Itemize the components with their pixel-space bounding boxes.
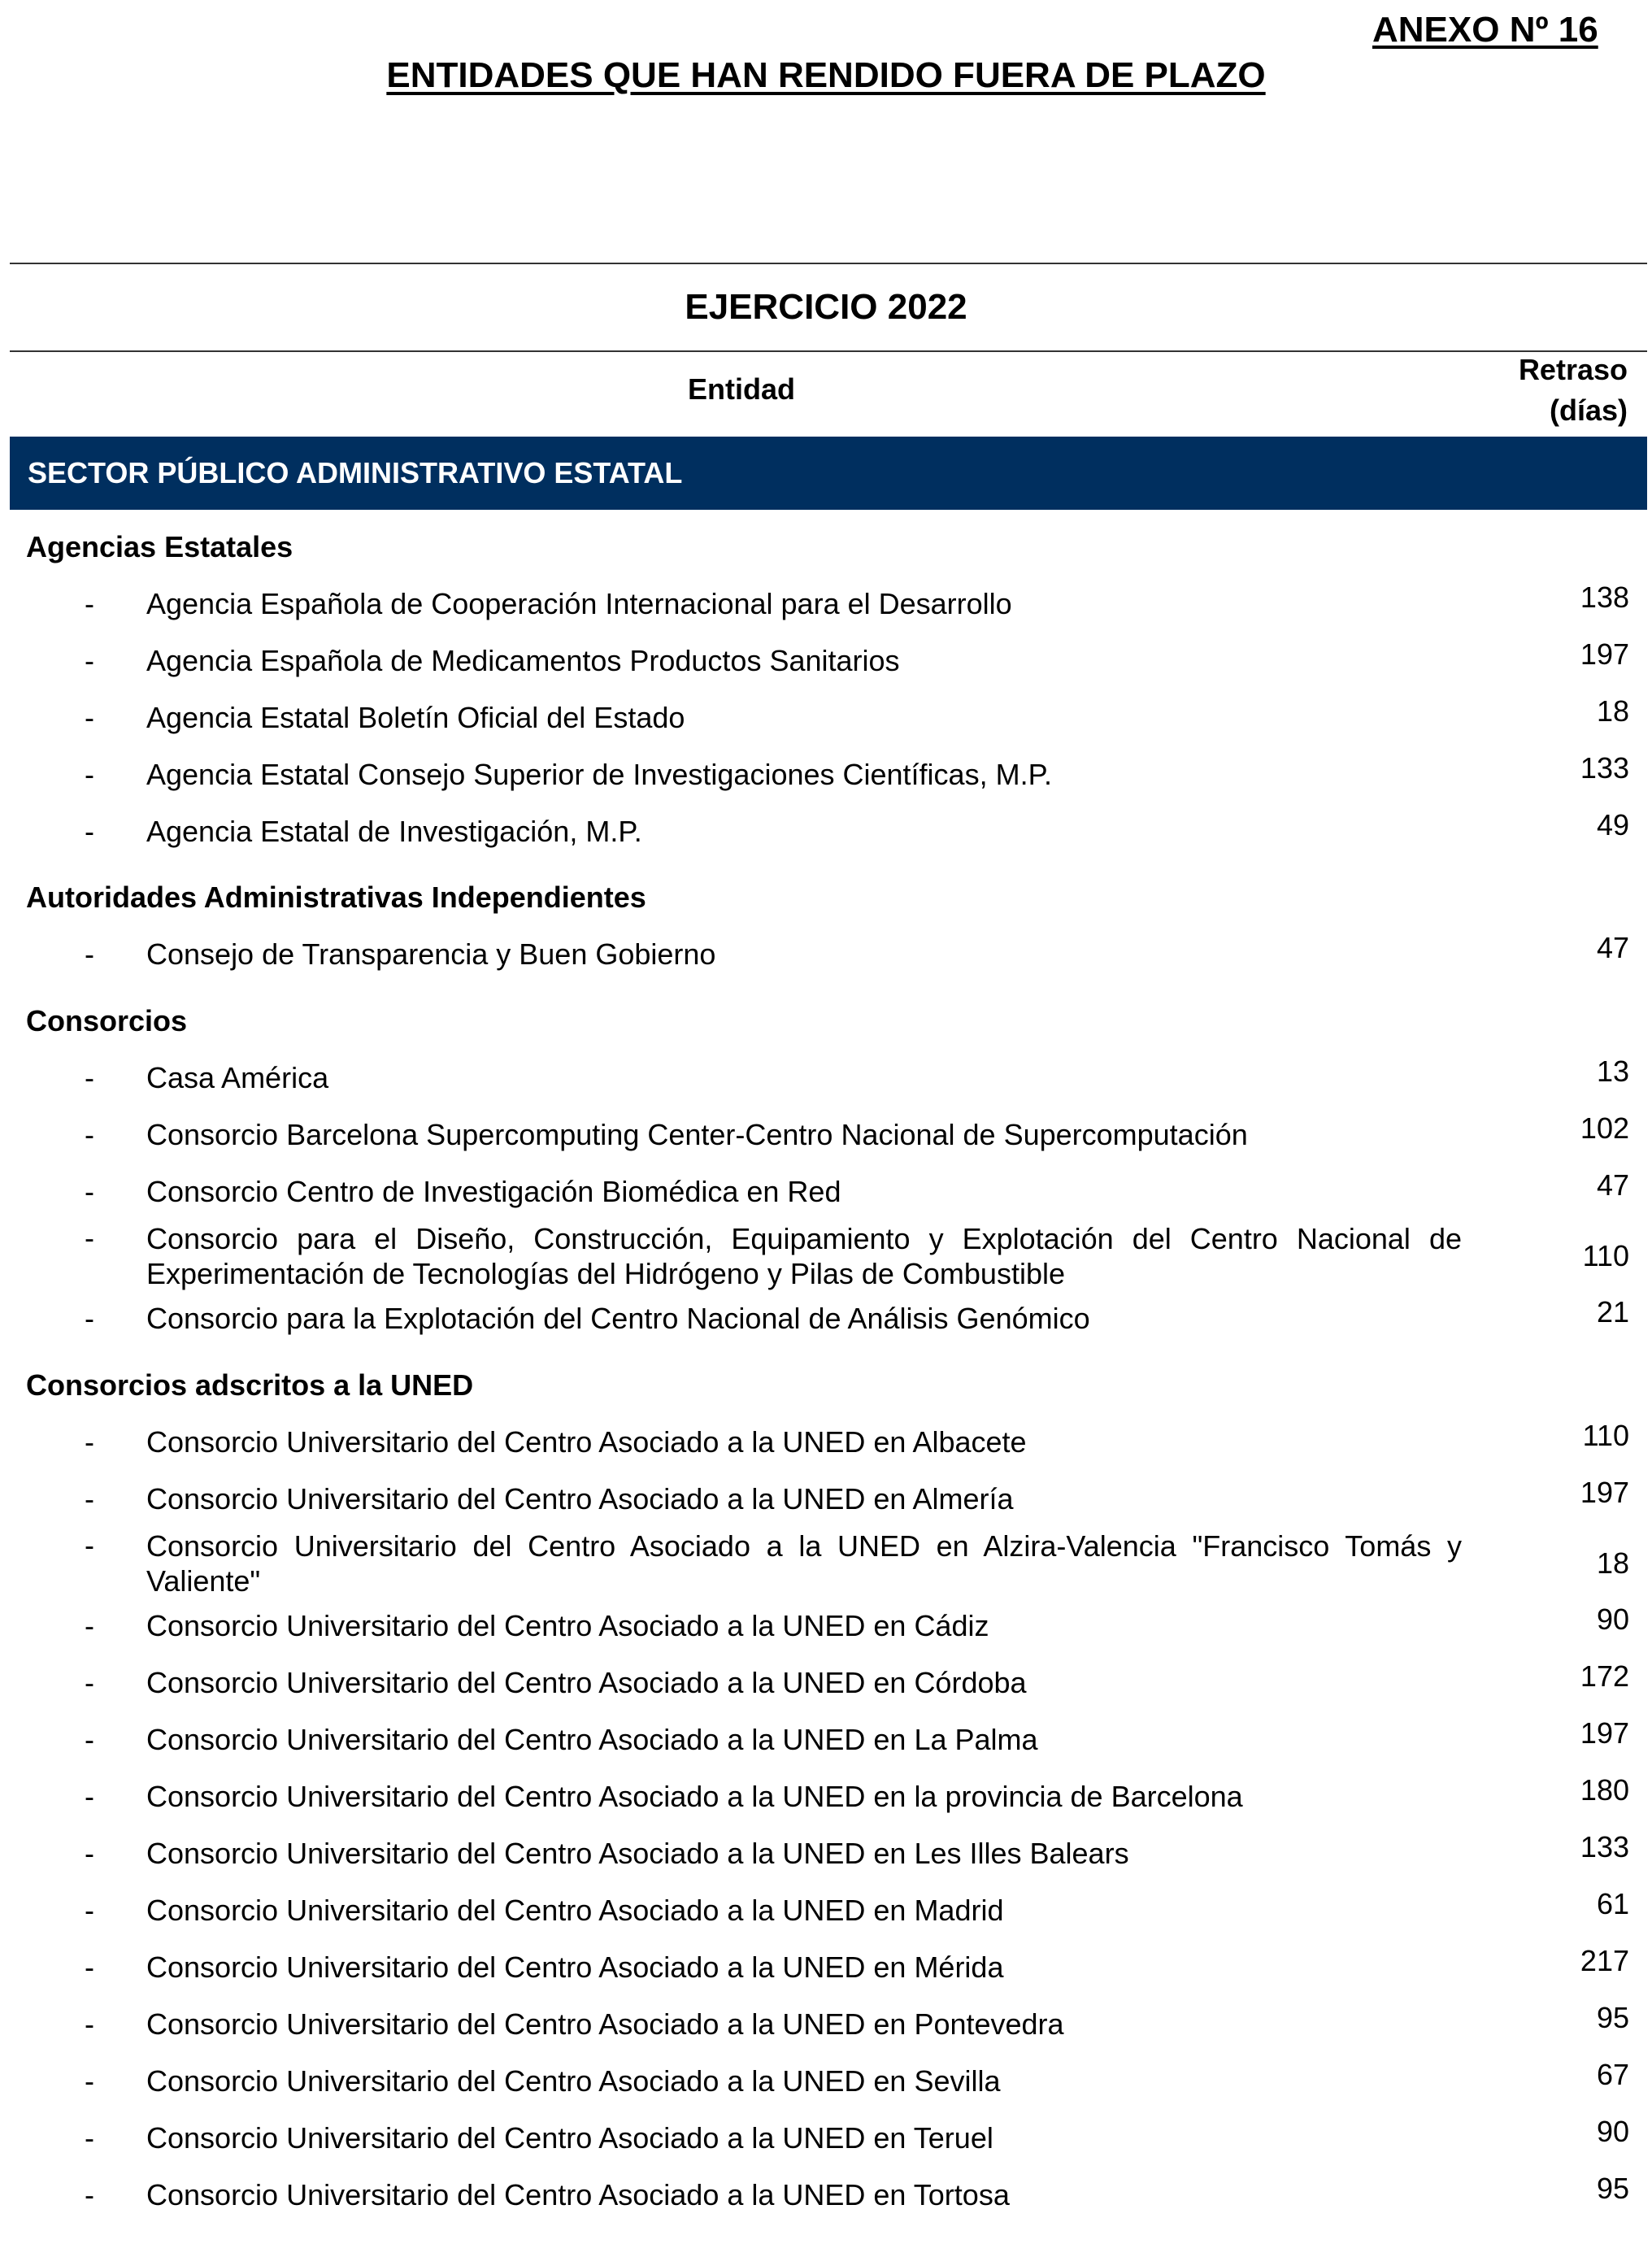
- row-dash: -: [85, 701, 94, 734]
- delay-days: 102: [1580, 1111, 1629, 1145]
- row-dash: -: [85, 1425, 94, 1459]
- delay-days: 90: [1596, 1603, 1629, 1636]
- year-heading: EJERCICIO 2022: [685, 287, 967, 327]
- group-heading: Consorcios adscritos a la UNED: [26, 1368, 474, 1402]
- row-dash: -: [85, 587, 94, 620]
- delay-days: 95: [1596, 2001, 1629, 2034]
- row-dash: -: [85, 1837, 94, 1870]
- entity-name: Consorcio Universitario del Centro Asociado a la UNED en Albacete: [146, 1425, 1027, 1459]
- column-header-delay-line2: (días): [1549, 394, 1628, 427]
- sector-banner: SECTOR PÚBLICO ADMINISTRATIVO ESTATAL: [10, 437, 1647, 510]
- row-dash: -: [85, 2178, 94, 2211]
- entity-name: Consorcio Universitario del Centro Asociado a la UNED en Mérida: [146, 1950, 1004, 1984]
- entity-name: Consorcio Universitario del Centro Asociado a la UNED en Pontevedra: [146, 2007, 1064, 2041]
- entity-name: Consorcio Universitario del Centro Asociado a la UNED en Alzira-Valencia "Francisco Tomás y Valiente": [146, 1529, 1462, 1598]
- entity-name: Consorcio Universitario del Centro Asociado a la UNED en Almería: [146, 1482, 1014, 1516]
- column-header-entity: Entidad: [688, 372, 795, 406]
- row-dash: -: [85, 758, 94, 791]
- delay-days: 110: [1582, 1239, 1629, 1272]
- row-dash: -: [85, 937, 94, 971]
- row-dash: -: [85, 2121, 94, 2155]
- entity-name: Consorcio Universitario del Centro Asociado a la UNED en La Palma: [146, 1723, 1038, 1756]
- entity-name: Agencia Española de Cooperación Internacional para el Desarrollo: [146, 587, 1012, 620]
- group-heading: Autoridades Administrativas Independientes: [26, 881, 646, 914]
- entity-name: Agencia Estatal de Investigación, M.P.: [146, 815, 642, 848]
- row-dash: -: [85, 1723, 94, 1756]
- entity-name: Consorcio Universitario del Centro Asociado a la UNED en Tortosa: [146, 2178, 1010, 2211]
- annex-number: ANEXO Nº 16: [1372, 10, 1598, 50]
- row-dash: -: [85, 1175, 94, 1208]
- entity-name: Consorcio Universitario del Centro Asociado a la UNED en Cádiz: [146, 1609, 989, 1642]
- column-header-delay-line1: Retraso: [1518, 353, 1628, 386]
- delay-days: 138: [1580, 581, 1629, 614]
- row-dash: -: [85, 1482, 94, 1516]
- header-divider: [10, 350, 1647, 352]
- entity-name: Consejo de Transparencia y Buen Gobierno: [146, 937, 716, 971]
- delay-days: 197: [1580, 1716, 1629, 1750]
- entity-name: Consorcio Centro de Investigación Biomédica en Red: [146, 1175, 841, 1208]
- entity-name: Consorcio para el Diseño, Construcción, Equipamiento y Explotación del Centro Nacional de Experimentación de Tecnologías del Hidrógeno y Pilas de Combustible: [146, 1222, 1462, 1290]
- page-title: ENTIDADES QUE HAN RENDIDO FUERA DE PLAZO: [386, 55, 1266, 95]
- delay-days: 67: [1596, 2058, 1629, 2091]
- row-dash: -: [85, 644, 94, 677]
- delay-days: 18: [1596, 1546, 1629, 1580]
- row-dash: -: [85, 1061, 94, 1094]
- row-dash: -: [85, 1609, 94, 1642]
- entity-name: Consorcio Universitario del Centro Asociado a la UNED en Córdoba: [146, 1666, 1027, 1699]
- delay-days: 49: [1596, 808, 1629, 841]
- row-dash: -: [85, 2064, 94, 2098]
- row-dash: -: [85, 1529, 94, 1562]
- entity-name: Consorcio Barcelona Supercomputing Center-Centro Nacional de Supercomputación: [146, 1118, 1248, 1151]
- row-dash: -: [85, 1221, 94, 1255]
- delay-days: 90: [1596, 2115, 1629, 2148]
- row-dash: -: [85, 1894, 94, 1927]
- entity-name: Consorcio Universitario del Centro Asociado a la UNED en Madrid: [146, 1894, 1004, 1927]
- row-dash: -: [85, 1666, 94, 1699]
- delay-days: 18: [1596, 694, 1629, 728]
- entity-name: Casa América: [146, 1061, 329, 1094]
- delay-days: 197: [1580, 1476, 1629, 1509]
- row-dash: -: [85, 1950, 94, 1984]
- row-dash: -: [85, 1302, 94, 1335]
- entity-name: Consorcio Universitario del Centro Asociado a la UNED en Les Illes Balears: [146, 1837, 1129, 1870]
- delay-days: 61: [1596, 1887, 1629, 1920]
- entity-name: Consorcio Universitario del Centro Asociado a la UNED en Sevilla: [146, 2064, 1001, 2098]
- entity-name: Agencia Estatal Boletín Oficial del Estado: [146, 701, 685, 734]
- delay-days: 217: [1580, 1944, 1629, 1977]
- entity-name: Consorcio Universitario del Centro Asociado a la UNED en la provincia de Barcelona: [146, 1780, 1243, 1813]
- delay-days: 133: [1580, 1830, 1629, 1863]
- delay-days: 110: [1582, 1419, 1629, 1452]
- top-divider: [10, 263, 1647, 264]
- entity-name: Agencia Española de Medicamentos Productos Sanitarios: [146, 644, 900, 677]
- delay-days: 47: [1596, 931, 1629, 964]
- entity-name: Agencia Estatal Consejo Superior de Investigaciones Científicas, M.P.: [146, 758, 1052, 791]
- group-heading: Agencias Estatales: [26, 530, 293, 563]
- row-dash: -: [85, 1780, 94, 1813]
- delay-days: 172: [1580, 1659, 1629, 1693]
- entity-name: Consorcio para la Explotación del Centro Nacional de Análisis Genómico: [146, 1302, 1090, 1335]
- column-header-delay: [1519, 350, 1628, 431]
- group-heading: Consorcios: [26, 1004, 188, 1037]
- delay-days: 13: [1596, 1055, 1629, 1088]
- row-dash: -: [85, 815, 94, 848]
- delay-days: 180: [1580, 1773, 1629, 1807]
- row-dash: -: [85, 2007, 94, 2041]
- delay-days: 95: [1596, 2172, 1629, 2205]
- delay-days: 197: [1580, 637, 1629, 671]
- delay-days: 21: [1596, 1295, 1629, 1329]
- entity-name: Consorcio Universitario del Centro Asociado a la UNED en Teruel: [146, 2121, 993, 2155]
- delay-days: 47: [1596, 1168, 1629, 1202]
- delay-days: 133: [1580, 751, 1629, 785]
- row-dash: -: [85, 1118, 94, 1151]
